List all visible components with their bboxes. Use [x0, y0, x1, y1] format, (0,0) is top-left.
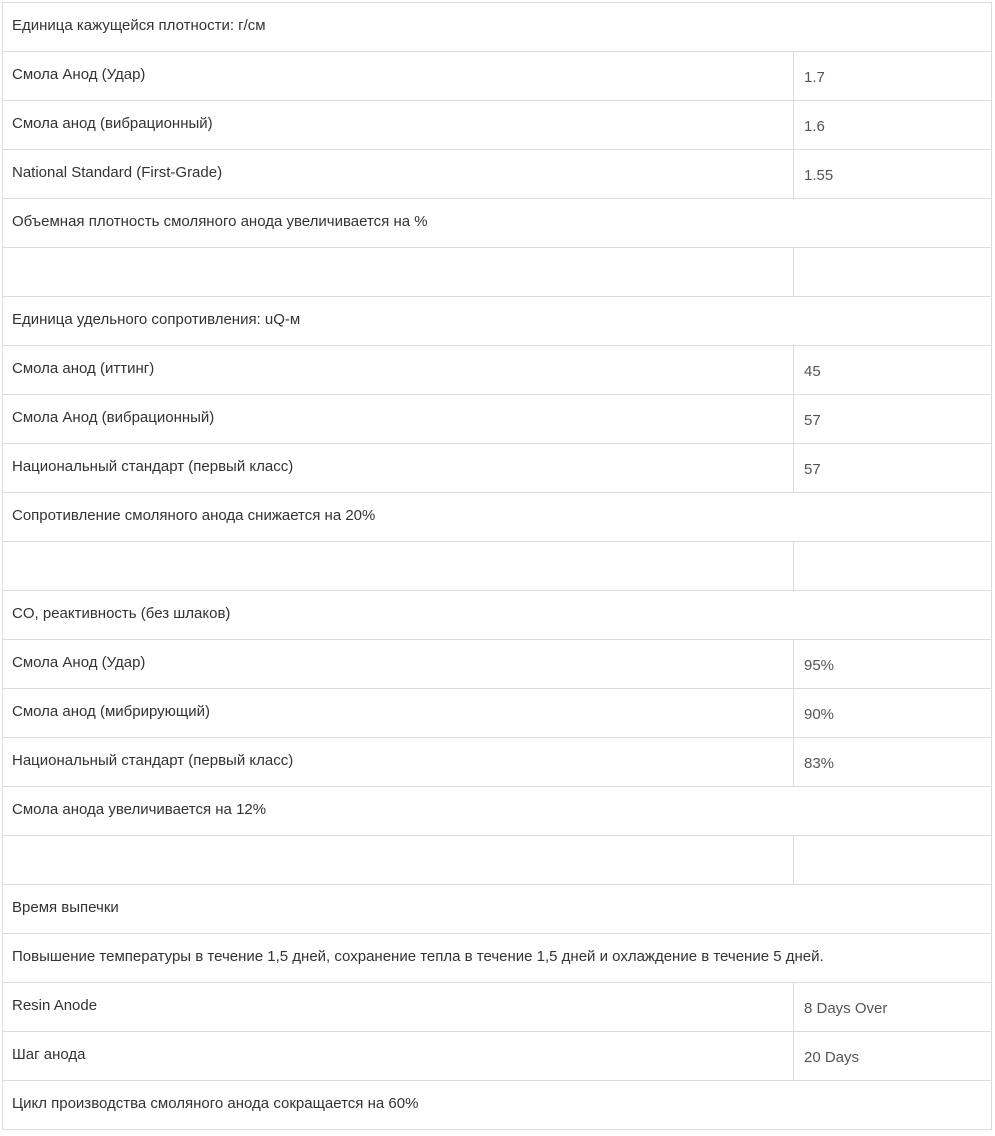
- label-cell: Смола Анод (Удар): [3, 640, 794, 688]
- table-row: [3, 1032, 992, 1081]
- value-cell: 57: [804, 412, 821, 429]
- section-header-cell: Смола анода увеличивается на 12%: [12, 801, 267, 818]
- section-header-cell: CO, реактивность (без шлаков): [12, 605, 231, 622]
- label-cell: Шаг анода: [3, 1032, 794, 1080]
- section-header-cell: Единица кажущейся плотности: г/см: [12, 17, 266, 34]
- table-row: [3, 346, 992, 395]
- label-cell: Resin Anode: [3, 983, 794, 1031]
- value-cell: 83%: [804, 755, 835, 772]
- table-row: [3, 395, 992, 444]
- label-cell: Национальный стандарт (первый класс): [3, 444, 794, 492]
- table-row: [3, 689, 992, 738]
- section-header-cell: Единица удельного сопротивления: uQ-м: [12, 311, 301, 328]
- value-cell: 20 Days: [804, 1049, 860, 1066]
- value-cell: 45: [804, 363, 821, 380]
- table-row: [3, 150, 992, 199]
- table-row: [3, 836, 992, 885]
- table-row: [3, 738, 992, 787]
- label-cell: Смола анод (мибрирующий): [3, 689, 794, 737]
- label-cell: [3, 542, 794, 590]
- specs-table: [2, 2, 992, 1130]
- section-header-cell: Время выпечки: [12, 899, 119, 916]
- value-cell: [794, 836, 991, 884]
- table-row: [3, 101, 992, 150]
- value-cell: 57: [804, 461, 821, 478]
- table-row: [3, 297, 992, 346]
- label-cell: [3, 248, 794, 296]
- table-row: [3, 493, 992, 542]
- value-cell: 1.55: [804, 167, 834, 184]
- table-row: [3, 3, 992, 52]
- table-row: [3, 885, 992, 934]
- table-row: [3, 591, 992, 640]
- table-row: [3, 248, 992, 297]
- table-row: [3, 640, 992, 689]
- value-cell: 1.7: [804, 69, 825, 86]
- table-row: [3, 199, 992, 248]
- table-row: [3, 542, 992, 591]
- value-cell: 95%: [804, 657, 835, 674]
- label-cell: Смола Анод (вибрационный): [3, 395, 794, 443]
- table-row: [3, 444, 992, 493]
- value-cell: 1.6: [804, 118, 825, 135]
- label-cell: Смола анод (иттинг): [3, 346, 794, 394]
- label-cell: Смола Анод (Удар): [3, 52, 794, 100]
- table-row: [3, 52, 992, 101]
- label-cell: Национальный стандарт (первый класс): [3, 738, 794, 786]
- value-cell: [794, 248, 991, 296]
- table-row: [3, 787, 992, 836]
- section-header-cell: Сопротивление смоляного анода снижается на 20%: [12, 507, 376, 524]
- label-cell: Смола анод (вибрационный): [3, 101, 794, 149]
- value-cell: 8 Days Over: [804, 1000, 888, 1017]
- value-cell: [794, 542, 991, 590]
- value-cell: 90%: [804, 706, 835, 723]
- section-header-cell: Объемная плотность смоляного анода увеличивается на %: [12, 213, 428, 230]
- section-header-cell: Цикл производства смоляного анода сокращается на 60%: [12, 1095, 419, 1112]
- label-cell: National Standard (First-Grade): [3, 150, 794, 198]
- table-row: [3, 1081, 992, 1130]
- table-row: [3, 934, 992, 983]
- label-cell: [3, 836, 794, 884]
- section-header-cell: Повышение температуры в течение 1,5 дней, сохранение тепла в течение 1,5 дней и охлаждение в течение 5 дней.: [12, 948, 824, 965]
- table-row: [3, 983, 992, 1032]
